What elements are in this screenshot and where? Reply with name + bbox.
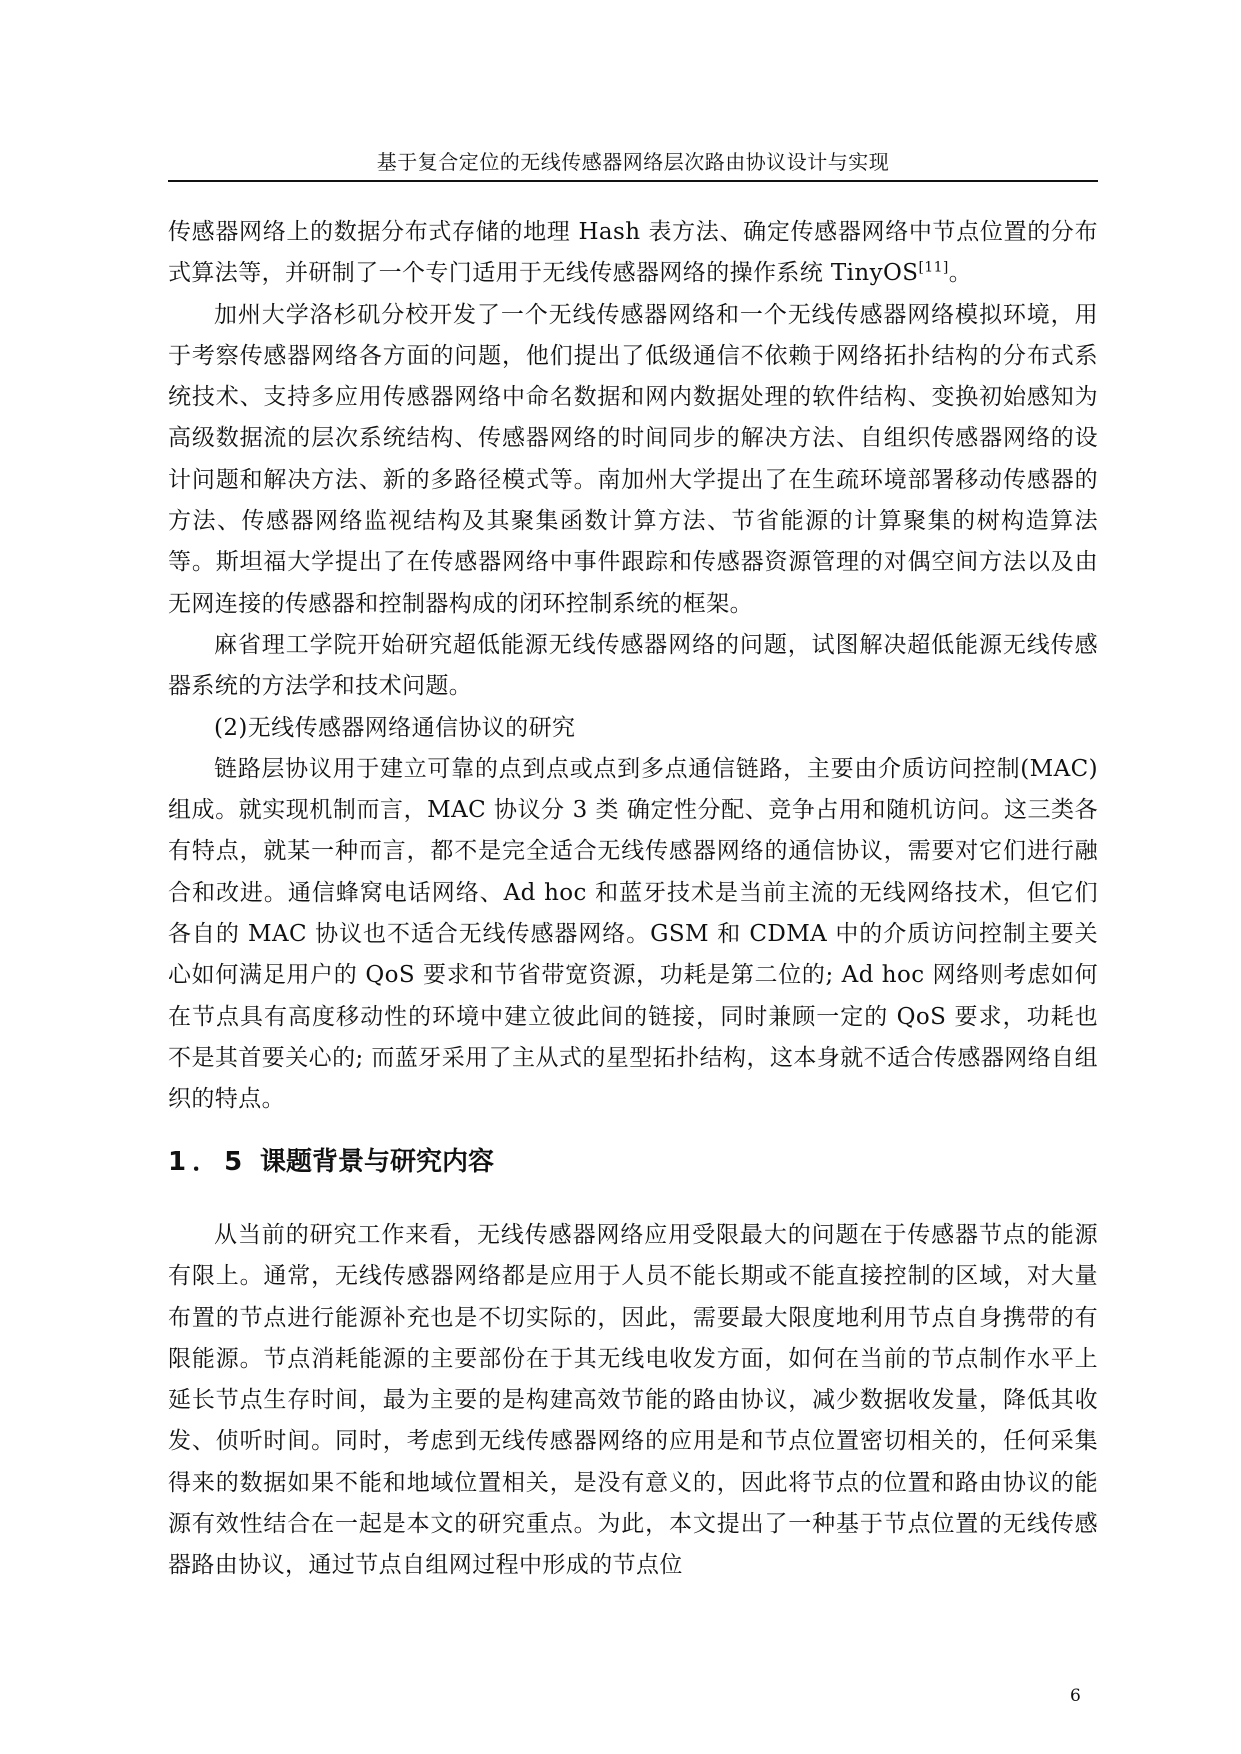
body-text: [168, 212, 1098, 1121]
paragraph-1-text: 传感器网络上的数据分布式存储的地理 Hash 表方法、确定传感器网络中节点位置的分布式算法等，并研制了一个专门适用于无线传感器网络的操作系统 TinyOS: [168, 219, 1098, 287]
section-paragraph-1: 从当前的研究工作来看，无线传感器网络应用受限最大的问题在于传感器节点的能源有限上。通常，无线传感器网络都是应用于人员不能长期或不能直接控制的区域，对大量布置的节点进行能源补充也是不切实际的，因此，需要最大限度地利用节点自身携带的有限能源。节点消耗能源的主要部份在于其无线电收发方面，如何在当前的节点制作水平上延长节点生存时间，最为主要的是构建高效节能的路由协议，减少数据收发量，降低其收发、侦听时间。同时，考虑到无线传感器网络的应用是和节点位置密切相关的，任何采集得来的数据如果不能和地域位置相关，是没有意义的，因此将节点的位置和路由协议的能源有效性结合在一起是本文的研究重点。为此，本文提出了一种基于节点位置的无线传感器路由协议，通过节点自组网过程中形成的节点位: [168, 1222, 1098, 1579]
paragraph-1-tail: 。: [948, 260, 973, 287]
section-heading: [168, 1142, 494, 1182]
running-header-title: 基于复合定位的无线传感器网络层次路由协议设计与实现: [376, 150, 890, 174]
page-number: 6: [1070, 1686, 1081, 1706]
citation-11: [11]: [918, 259, 949, 276]
section-number: 1．5: [168, 1147, 249, 1177]
paragraph-1: [168, 212, 1098, 295]
paragraph-3: 麻省理工学院开始研究超低能源无线传感器网络的问题，试图解决超低能源无线传感器系统的方法学和技术问题。: [168, 631, 1098, 700]
paragraph-2: 加州大学洛杉矶分校开发了一个无线传感器网络和一个无线传感器网络模拟环境，用于考察传感器网络各方面的问题，他们提出了低级通信不依赖于网络拓扑结构的分布式系统技术、支持多应用传感器网络中命名数据和网内数据处理的软件结构、变换初始感知为高级数据流的层次系统结构、传感器网络的时间同步的解决方法、自组织传感器网络的设计问题和解决方法、新的多路径模式等。南加州大学提出了在生疏环境部署移动传感器的方法、传感器网络监视结构及其聚集函数计算方法、节省能源的计算聚集的树构造算法等。斯坦福大学提出了在传感器网络中事件跟踪和传感器资源管理的对偶空间方法以及由无网连接的传感器和控制器构成的闭环控制系统的框架。: [168, 301, 1098, 617]
paragraph-4: 链路层协议用于建立可靠的点到点或点到多点通信链路，主要由介质访问控制(MAC)组成。就实现机制而言，MAC 协议分 3 类 确定性分配、竞争占用和随机访问。这三类各有特点，就某一种而言，都不是完全适合无线传感器网络的通信协议，需要对它们进行融合和改进。通信蜂窝电话网络、Ad hoc 和蓝牙技术是当前主流的无线网络技术，但它们各自的 MAC 协议也不适合无线传感器网络。GSM 和 CDMA 中的介质访问控制主要关心如何满足用户的 QoS 要求和节省带宽资源，功耗是第二位的; Ad hoc 网络则考虑如何在节点具有高度移动性的环境中建立彼此间的链接，同时兼顾一定的 QoS 要求，功耗也不是其首要关心的; 而蓝牙采用了主从式的星型拓扑结构，这本身就不适合传感器网络自组织的特点。: [168, 755, 1098, 1113]
section-title: 课题背景与研究内容: [260, 1147, 495, 1177]
header-rule: [168, 180, 1098, 182]
subheading-protocol-research: (2)无线传感器网络通信协议的研究: [214, 714, 576, 741]
section-body-text: [168, 1215, 1098, 1587]
